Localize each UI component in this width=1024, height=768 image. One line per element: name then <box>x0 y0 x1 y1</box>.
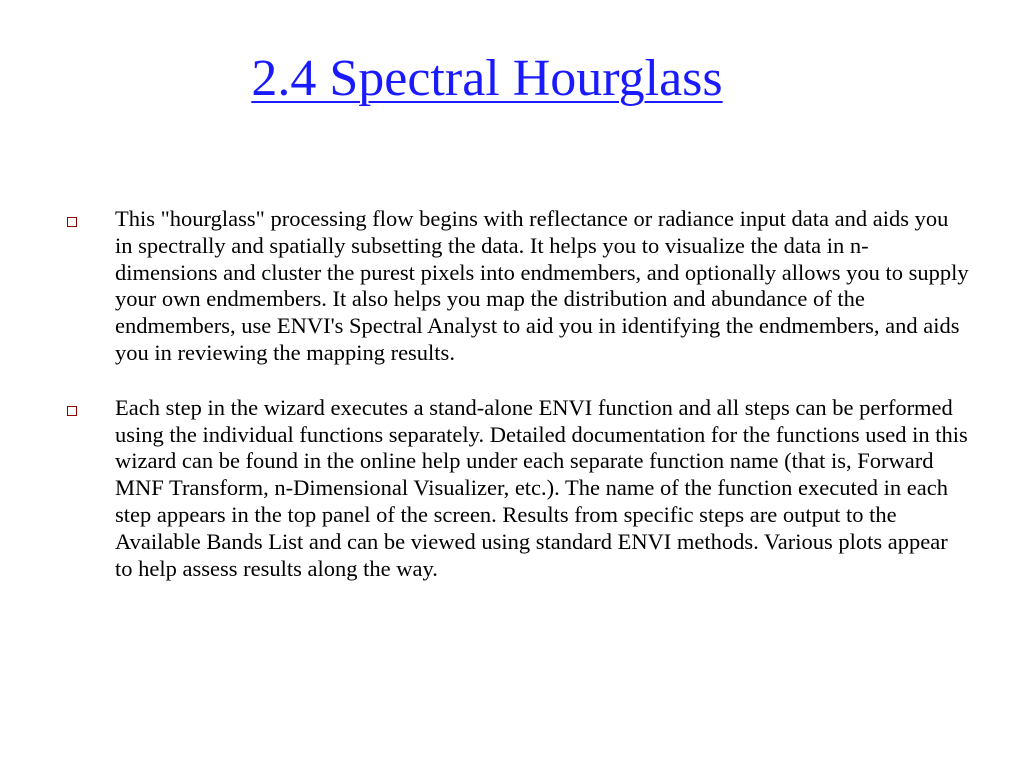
bullet-text: This "hourglass" processing flow begins with reflectance or radiance input data and aids you in spectrally and spatially subsetting the data. It helps you to visualize the data in n-dimensions and cluster the purest pixels into endmembers, and optionally allows you to supply your own endmembers. It also helps you map the distribution and abundance of the endmembers, use ENVI's Spectral Analyst to aid you in identifying the endmembers, and aids you in reviewing the mapping results. <box>115 206 969 365</box>
bullet-list <box>0 206 1024 610</box>
hollow-square-bullet-icon <box>67 406 77 416</box>
bullet-text: Each step in the wizard executes a stand-alone ENVI function and all steps can be performed using the individual functions separately. Detailed documentation for the functions used in this wizard can be found in the online help under each separate function name (that is, Forward MNF Transform, n-Dimensional Visualizer, etc.). The name of the function executed in each step appears in the top panel of the screen. Results from specific steps are output to the Available Bands List and can be viewed using standard ENVI methods. Various plots appear to help assess results along the way. <box>115 394 968 581</box>
hollow-square-bullet-icon <box>67 217 77 227</box>
bullet-item <box>0 395 1024 583</box>
slide-title-link[interactable]: 2.4 Spectral Hourglass <box>251 50 723 107</box>
bullet-item <box>0 206 1024 367</box>
